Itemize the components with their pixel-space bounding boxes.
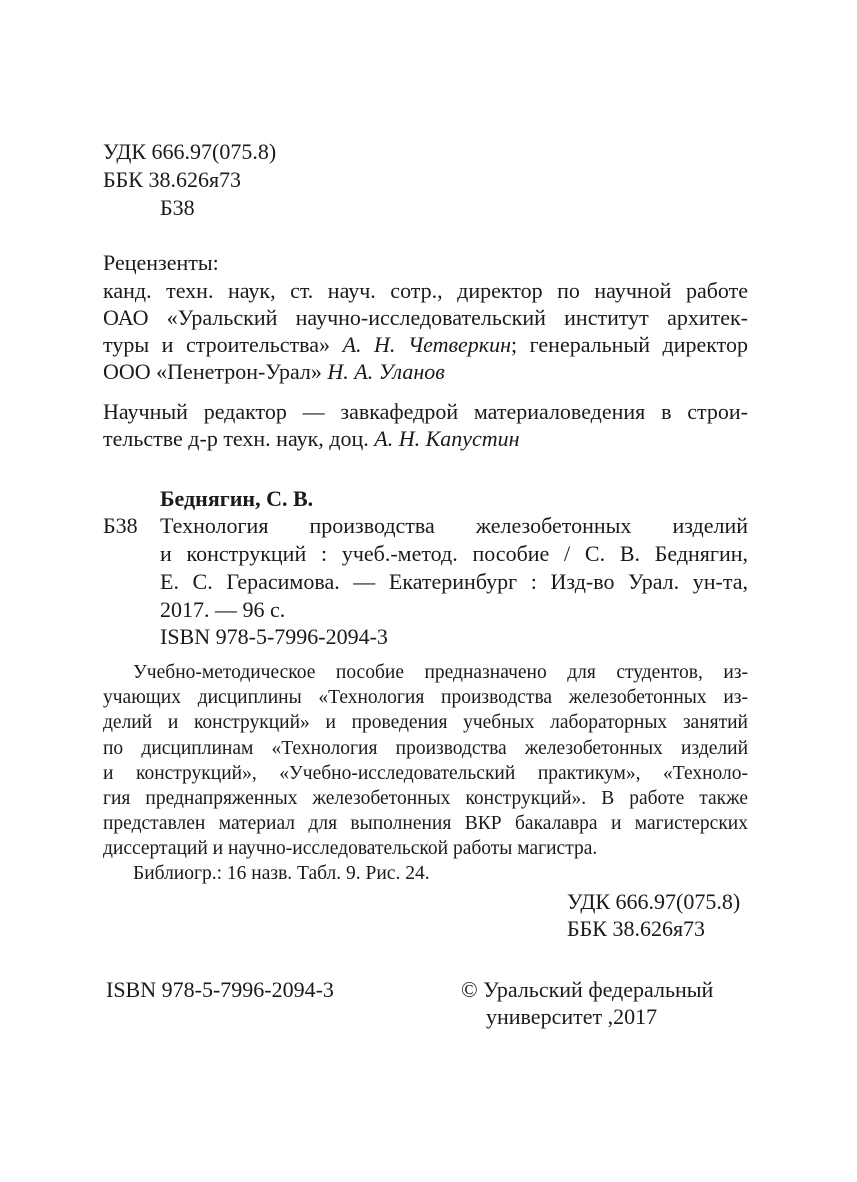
editor-line-2-text: тельстве д-р техн. наук, доц. bbox=[103, 426, 375, 451]
card-mark: Б38 bbox=[103, 513, 138, 538]
udk-code: УДК 666.97(075.8) bbox=[103, 139, 277, 164]
reviewers-line-3-tail: ; генеральный директор bbox=[511, 332, 748, 357]
footer-isbn: ISBN 978-5-7996-2094-3 bbox=[106, 977, 334, 1002]
bottom-bbk: ББК 38.626я73 bbox=[567, 916, 706, 941]
bibliography: Библиогр.: 16 назв. Табл. 9. Рис. 24. bbox=[133, 863, 430, 884]
card-line-2: и конструкций : учеб.-метод. пособие / С. В. Беднягин, bbox=[160, 541, 748, 566]
card-author: Беднягин, С. В. bbox=[160, 486, 314, 511]
reviewers-line-2: ОАО «Уральский научно-исследовательский институт архитек- bbox=[103, 305, 748, 330]
copyright-line-2: университет ,2017 bbox=[486, 1004, 658, 1029]
copyright-line-1: © Уральский федеральный bbox=[461, 977, 714, 1002]
reviewer-name-2: Н. А. Уланов bbox=[327, 359, 445, 384]
annotation-line-7: представлен материал для выполнения ВКР бакалавра и магистерских bbox=[103, 813, 748, 834]
annotation-line-1: Учебно-методическое пособие предназначено для студентов, из- bbox=[133, 662, 748, 683]
author-mark: Б38 bbox=[160, 195, 195, 220]
card-line-3: Е. С. Герасимова. — Екатеринбург : Изд-во Урал. ун-та, bbox=[160, 569, 748, 594]
editor-name: А. Н. Капустин bbox=[374, 426, 520, 451]
card-line-1: Технология производства железобетонных изделий bbox=[160, 513, 748, 538]
annotation-line-2: учающих дисциплины «Технология производства железобетонных из- bbox=[103, 687, 748, 708]
reviewers-title: Рецензенты: bbox=[103, 250, 219, 275]
reviewers-line-4-text: ООО «Пенетрон-Урал» bbox=[103, 359, 328, 384]
bottom-udk: УДК 666.97(075.8) bbox=[567, 889, 741, 914]
bbk-code: ББК 38.626я73 bbox=[103, 167, 242, 192]
reviewers-line-1: канд. техн. наук, ст. науч. сотр., директор по научной работе bbox=[103, 278, 748, 303]
card-line-4: 2017. — 96 с. bbox=[160, 597, 286, 622]
annotation-line-3: делий и конструкций» и проведения учебных лабораторных занятий bbox=[103, 712, 748, 733]
reviewers-line-4 bbox=[103, 358, 445, 385]
reviewer-name-1: А. Н. Четверкин bbox=[342, 332, 512, 357]
card-isbn: ISBN 978-5-7996-2094-3 bbox=[160, 624, 388, 649]
annotation-line-5: и конструкций», «Учебно-исследовательский практикум», «Техноло- bbox=[103, 763, 748, 784]
reviewers-line-3 bbox=[103, 331, 748, 358]
annotation-line-6: гия преднапряженных железобетонных конструкций». В работе также bbox=[103, 788, 748, 809]
editor-line-1: Научный редактор — завкафедрой материаловедения в строи- bbox=[103, 399, 748, 424]
annotation-line-4: по дисциплинам «Технология производства железобетонных изделий bbox=[103, 738, 748, 759]
annotation-line-8: диссертаций и научно-исследовательской работы магистра. bbox=[103, 838, 598, 859]
reviewers-line-3-text: туры и строительства» bbox=[103, 332, 343, 357]
editor-line-2 bbox=[103, 425, 520, 452]
